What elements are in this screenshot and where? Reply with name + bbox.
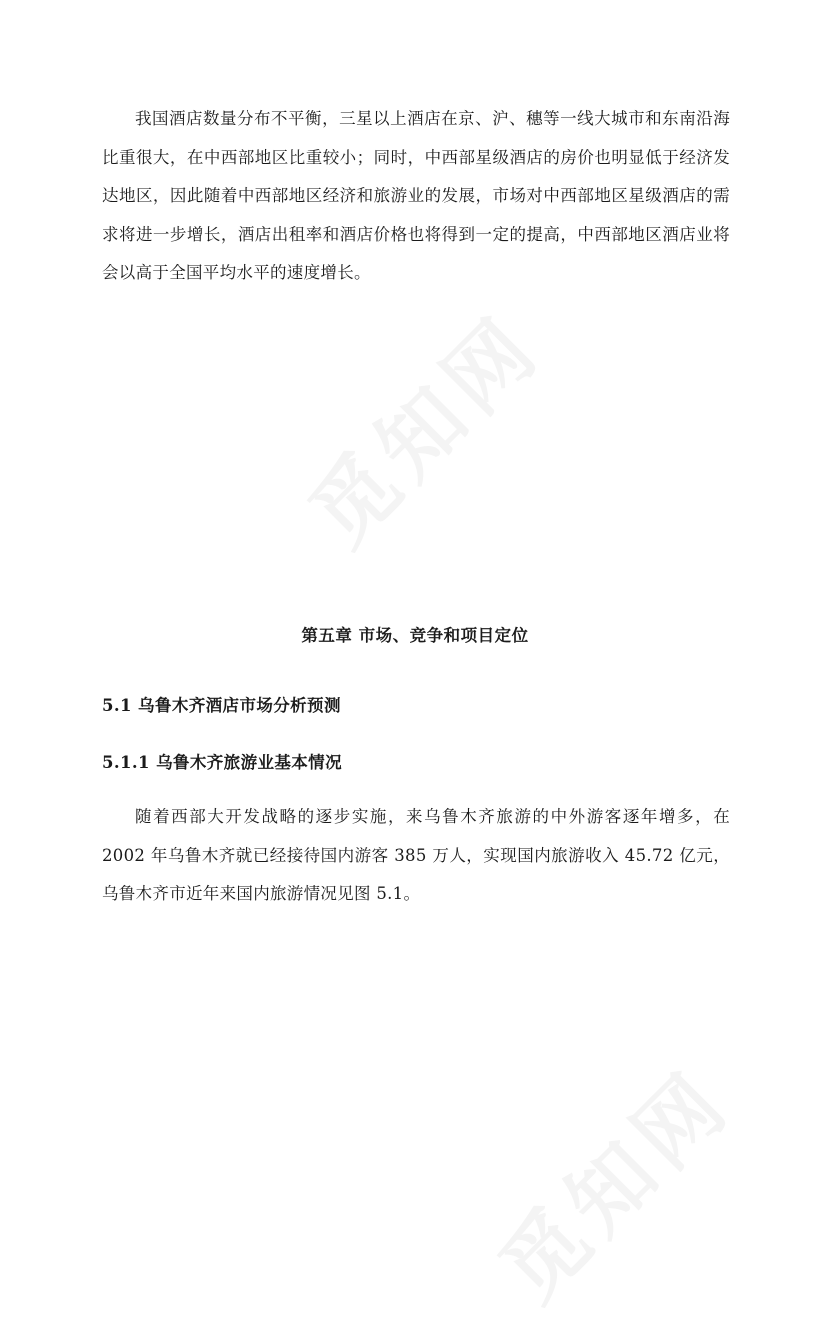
chapter-title: 第五章 市场、竞争和项目定位 [301,626,529,645]
subsection-heading: 5.1.1 乌鲁木齐旅游业基本情况 [102,753,342,772]
watermark-text-bottom [469,1038,754,1323]
tourism-paragraph: 随着西部大开发战略的逐步实施，来乌鲁木齐旅游的中外游客逐年增多，在 2002 年乌鲁木齐就已经接待国内游客 385 万人，实现国内旅游收入 45.72 亿元，乌鲁木齐市近年来国内旅游情况见图 5.1。 [102,807,730,903]
intro-paragraph: 我国酒店数量分布不平衡，三星以上酒店在京、沪、穗等一线大城市和东南沿海比重很大，在中西部地区比重较小；同时，中西部星级酒店的房价也明显低于经济发达地区，因此随着中西部地区经济和旅游业的发展，市场对中西部地区星级酒店的需求将进一步增长，酒店出租率和酒店价格也将得到一定的提高，中西部地区酒店业将会以高于全国平均水平的速度增长。 [102,109,730,282]
watermark-text [279,283,564,568]
section-heading: 5.1 乌鲁木齐酒店市场分析预测 [102,696,341,715]
